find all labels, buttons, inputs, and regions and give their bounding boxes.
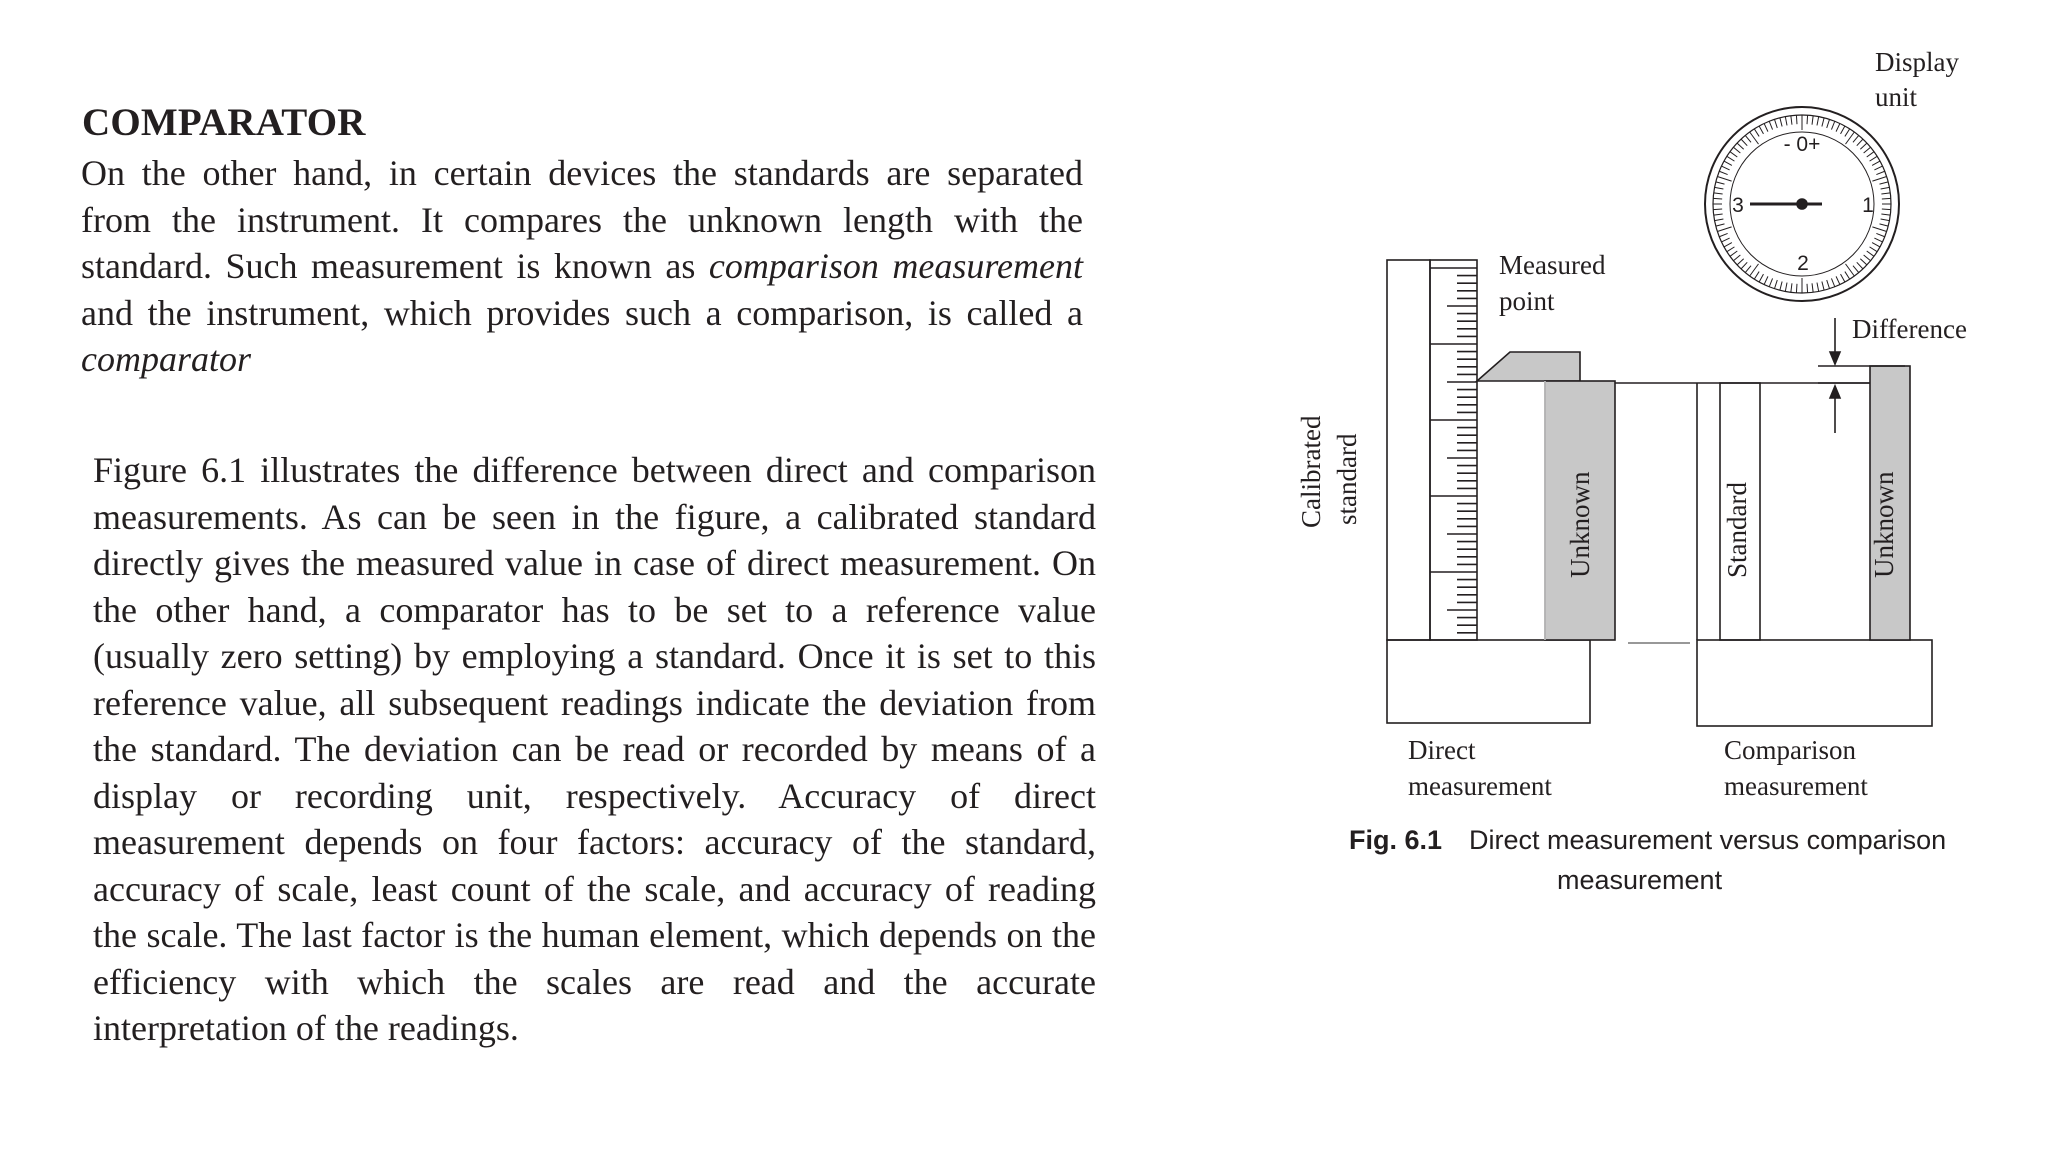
dial-tick: [1876, 171, 1884, 174]
standard-label: Standard: [1722, 482, 1752, 578]
dial-hub: [1797, 199, 1807, 209]
dial-tick: [1874, 166, 1882, 170]
direct-label-1: Direct: [1408, 735, 1476, 765]
dial-tick: [1872, 161, 1880, 165]
intro-italic-term-1: comparison measurement: [708, 246, 1083, 286]
dial-tick: [1796, 115, 1797, 124]
unknown-label-left: Unknown: [1565, 471, 1595, 578]
dial-tick: [1724, 161, 1732, 165]
dial-tick: [1882, 198, 1891, 199]
dial-tick: [1845, 129, 1850, 137]
dial-label-top: - 0+: [1783, 133, 1821, 156]
difference-label: Difference: [1852, 314, 1967, 344]
dial-tick: [1715, 219, 1724, 221]
dial-tick: [1881, 214, 1890, 215]
comparison-base: [1697, 640, 1932, 726]
dial-tick: [1754, 272, 1759, 280]
dial-tick: [1864, 147, 1871, 153]
dial-tick: [1807, 284, 1808, 293]
dial-tick: [1853, 135, 1859, 142]
dial-tick: [1827, 119, 1830, 128]
dial-tick: [1791, 116, 1792, 125]
dial-tick: [1741, 262, 1747, 269]
dial-tick: [1881, 193, 1890, 194]
dial-tick: [1764, 276, 1768, 284]
dial-tick: [1733, 147, 1740, 153]
dial-tick: [1796, 284, 1797, 293]
direct-label-2: measurement: [1408, 771, 1552, 801]
dial-tick: [1769, 278, 1772, 286]
calibrated-label-1: Calibrated: [1296, 415, 1326, 528]
dial-tick: [1845, 272, 1850, 280]
dial-tick: [1822, 281, 1824, 290]
comparison-label-2: measurement: [1724, 771, 1868, 801]
dial-tick: [1717, 176, 1731, 181]
dial-tick: [1857, 139, 1863, 146]
measuring-anvil: [1477, 352, 1580, 381]
dial-tick: [1867, 152, 1874, 157]
dial-tick: [1874, 238, 1882, 242]
dial-tick: [1727, 156, 1735, 161]
dial-tick: [1741, 139, 1747, 146]
dial-tick: [1774, 119, 1777, 128]
dial-tick: [1836, 123, 1840, 131]
dial-tick: [1831, 278, 1834, 286]
dial-tick: [1715, 187, 1724, 189]
dial-tick: [1876, 233, 1884, 236]
dial-tick: [1721, 166, 1729, 170]
dial-label-left: 3: [1732, 194, 1744, 217]
dial-tick: [1754, 129, 1759, 137]
dial-tick: [1745, 135, 1751, 142]
dial-tick: [1860, 259, 1867, 265]
dial-tick: [1836, 276, 1840, 284]
display-unit-label-1: Display: [1875, 47, 1959, 77]
dial-tick: [1716, 224, 1725, 226]
dial-tick: [1780, 281, 1782, 290]
dial-tick: [1717, 227, 1731, 232]
dial-tick: [1745, 266, 1751, 273]
dial-tick: [1764, 123, 1768, 131]
dial-tick: [1882, 209, 1891, 210]
dial-tick: [1827, 280, 1830, 289]
dial-tick: [1872, 227, 1886, 232]
dial-tick: [1879, 224, 1888, 226]
dial-tick: [1817, 283, 1819, 292]
section-heading: COMPARATOR: [82, 101, 366, 144]
dial-tick: [1870, 247, 1878, 252]
arrowhead-down: [1830, 352, 1840, 364]
arrowhead-up: [1830, 386, 1840, 398]
dial-tick: [1730, 251, 1737, 256]
dial-tick: [1822, 118, 1824, 127]
dial-tick: [1714, 214, 1723, 215]
dial-tick: [1860, 143, 1867, 149]
dial-tick: [1721, 238, 1729, 242]
calibrated-standard-body: [1387, 260, 1430, 640]
dial-tick: [1817, 117, 1819, 126]
dial-tick: [1737, 259, 1744, 265]
dial-tick: [1727, 247, 1735, 252]
dial-tick: [1841, 126, 1845, 134]
dial-tick: [1719, 233, 1727, 236]
dial-label-bottom: 2: [1797, 252, 1809, 275]
intro-text-1: On the other hand, in certain devices the standards are separated from the instrument. It compares the unknown length with the standard. Such measurement is known as: [81, 153, 1083, 286]
dial-tick: [1724, 243, 1732, 247]
dial-tick: [1759, 126, 1763, 134]
dial-tick: [1774, 280, 1777, 289]
figure-caption-line-1: Direct measurement versus comparison: [1469, 825, 1947, 855]
dial-tick: [1853, 266, 1859, 273]
dial-label-right: 1: [1862, 194, 1874, 217]
dial-tick: [1733, 255, 1740, 261]
dial-tick: [1872, 243, 1880, 247]
figure-caption-number: Fig. 6.1: [1349, 825, 1443, 855]
comparison-label-1: Comparison: [1724, 735, 1856, 765]
unknown-label-right: Unknown: [1869, 471, 1899, 578]
figure-caption-line-2: measurement: [1557, 865, 1723, 895]
dial-tick: [1881, 219, 1890, 221]
dial-tick: [1785, 283, 1787, 292]
display-unit-label-2: unit: [1875, 82, 1918, 112]
calibrated-label-2: standard: [1332, 433, 1362, 525]
direct-base: [1387, 640, 1590, 723]
dial-tick: [1881, 187, 1890, 189]
dial-tick: [1713, 209, 1722, 210]
dial-tick: [1713, 198, 1722, 199]
dial-tick: [1879, 182, 1888, 184]
measured-point-label-2: point: [1499, 286, 1555, 316]
scale-ticks: [1430, 268, 1477, 633]
dial-tick: [1870, 156, 1878, 161]
dial-tick: [1716, 182, 1725, 184]
dial-tick: [1719, 171, 1727, 174]
dial-tick: [1791, 283, 1792, 292]
dial-tick: [1780, 118, 1782, 127]
body-paragraph: Figure 6.1 illustrates the difference between direct and comparison measurements. As can be seen in the figure, a calibrated standard directly gives the measured value in case of direct measurement. On the other hand, a comparator has to be set to a reference value (usually zero setting) by employing a standard. Once it is set to this reference value, all subsequent readings indicate the deviation from the standard. The deviation can be read or recorded by means of a display or recording unit, respectively. Accuracy of direct measurement depends on four factors: accuracy of the standard, accuracy of scale, least count of the scale, and accuracy of reading the scale. The last factor is the human element, which depends on the efficiency with which the scales are read and the accurate interpretation of the readings.: [93, 450, 1096, 1048]
dial-tick: [1812, 283, 1813, 292]
dial-tick: [1857, 262, 1863, 269]
dial-tick: [1730, 152, 1737, 157]
dial-tick: [1785, 117, 1787, 126]
dial-tick: [1769, 121, 1772, 129]
dial-tick: [1872, 176, 1886, 181]
dial-tick: [1864, 255, 1871, 261]
measured-point-label-1: Measured: [1499, 250, 1606, 280]
dial-tick: [1737, 143, 1744, 149]
dial-tick: [1759, 274, 1763, 282]
dial-tick: [1807, 115, 1808, 124]
dial-tick: [1841, 274, 1845, 282]
dial-tick: [1812, 116, 1813, 125]
intro-italic-term-2: comparator: [81, 339, 251, 379]
intro-text-2: and the instrument, which provides such a comparison, is called a: [81, 292, 1083, 333]
dial-tick: [1831, 121, 1834, 129]
dial-tick: [1867, 251, 1874, 256]
dial-tick: [1714, 193, 1723, 194]
